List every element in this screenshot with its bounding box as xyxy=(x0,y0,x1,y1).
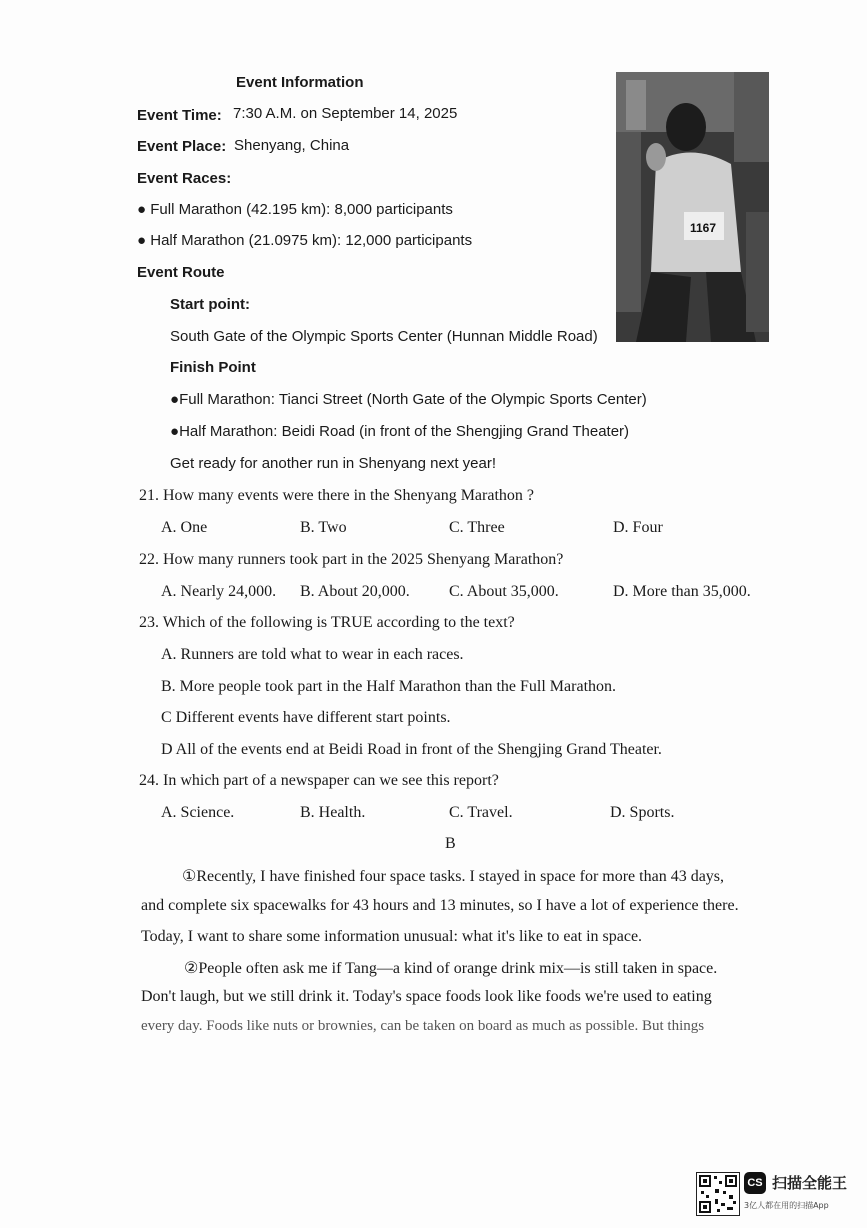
question-24-option-b: B. Health. xyxy=(300,804,366,821)
finish-point-label: Finish Point xyxy=(170,359,256,376)
question-22-stem: 22. How many runners took part in the 2025 Shenyang Marathon? xyxy=(139,551,564,568)
finish-half-text: Half Marathon: Beidi Road (in front of the Shengjing Grand Theater) xyxy=(179,423,630,440)
question-22-option-b: B. About 20,000. xyxy=(300,583,410,600)
question-21-option-c: C. Three xyxy=(449,519,505,536)
closing-line: Get ready for another run in Shenyang next year! xyxy=(170,455,497,472)
event-time-label: Event Time: xyxy=(137,107,222,124)
question-22-option-c: C. About 35,000. xyxy=(449,583,559,600)
question-24-option-c: C. Travel. xyxy=(449,804,513,821)
question-21-option-a: A. One xyxy=(161,519,208,536)
bullet-icon: ● xyxy=(170,423,180,440)
scanner-brand-name: 扫描全能王 xyxy=(772,1174,848,1192)
event-place-value: Shenyang, China xyxy=(234,137,350,154)
question-23-option-a: A. Runners are told what to wear in each races. xyxy=(161,646,464,663)
start-point-label: Start point: xyxy=(170,296,250,313)
question-23-option-c: C Different events have different start points. xyxy=(161,709,451,726)
bullet-icon: ● xyxy=(137,232,147,249)
question-24-option-a: A. Science. xyxy=(161,804,235,821)
runner-photo-graphic xyxy=(616,72,769,342)
qr-code-icon xyxy=(696,1172,740,1216)
race-full-text: Full Marathon (42.195 km): 8,000 participants xyxy=(150,201,453,218)
question-23-option-d: D All of the events end at Beidi Road in front of the Shengjing Grand Theater. xyxy=(161,741,662,758)
question-21-option-d: D. Four xyxy=(613,519,663,536)
start-point-value: South Gate of the Olympic Sports Center (Hunnan Middle Road) xyxy=(170,328,598,345)
qr-code-graphic xyxy=(697,1173,739,1215)
camscanner-logo: CS xyxy=(744,1172,766,1194)
passage-b-p2-line1: ②People often ask me if Tang—a kind of orange drink mix—is still taken in space. xyxy=(184,960,718,977)
event-races-label: Event Races: xyxy=(137,170,232,187)
passage-b-p1-line3: Today, I want to share some information unusual: what it's like to eat in space. xyxy=(141,928,643,945)
question-23-option-b: B. More people took part in the Half Marathon than the Full Marathon. xyxy=(161,678,617,695)
question-22-option-d: D. More than 35,000. xyxy=(613,583,751,600)
race-full-item xyxy=(137,201,453,218)
finish-full-item xyxy=(170,391,647,408)
question-23-stem: 23. Which of the following is TRUE according to the text? xyxy=(139,614,515,631)
race-half-item xyxy=(137,232,472,249)
question-22-option-a: A. Nearly 24,000. xyxy=(161,583,277,600)
finish-full-text: Full Marathon: Tianci Street (North Gate of the Olympic Sports Center) xyxy=(179,391,647,408)
bullet-icon: ● xyxy=(170,391,180,408)
scanner-brand-tagline: 3亿人都在用的扫描App xyxy=(744,1201,829,1210)
passage-b-p1-line1: ①Recently, I have finished four space tasks. I stayed in space for more than 43 days, xyxy=(182,868,725,885)
runner-photo xyxy=(616,72,769,342)
question-24-option-d: D. Sports. xyxy=(610,804,675,821)
question-24-stem: 24. In which part of a newspaper can we see this report? xyxy=(139,772,499,789)
question-21-stem: 21. How many events were there in the Shenyang Marathon ? xyxy=(139,487,534,504)
bullet-icon: ● xyxy=(137,201,147,218)
finish-half-item xyxy=(170,423,629,440)
race-half-text: Half Marathon (21.0975 km): 12,000 participants xyxy=(150,232,473,249)
event-route-label: Event Route xyxy=(137,264,225,281)
section-b-heading: B xyxy=(445,835,456,852)
event-time-value: 7:30 A.M. on September 14, 2025 xyxy=(233,105,458,122)
passage-b-p2-line3: every day. Foods like nuts or brownies, can be taken on board as much as possible. But things xyxy=(141,1018,705,1034)
svg-text:1167: 1167 xyxy=(690,221,717,235)
passage-b-p1-line2: and complete six spacewalks for 43 hours and 13 minutes, so I have a lot of experience there. xyxy=(141,897,739,914)
event-place-label: Event Place: xyxy=(137,138,227,155)
question-21-option-b: B. Two xyxy=(300,519,347,536)
event-info-heading: Event Information xyxy=(236,74,364,91)
passage-b-p2-line2: Don't laugh, but we still drink it. Today's space foods look like foods we're used to eating xyxy=(141,988,712,1005)
